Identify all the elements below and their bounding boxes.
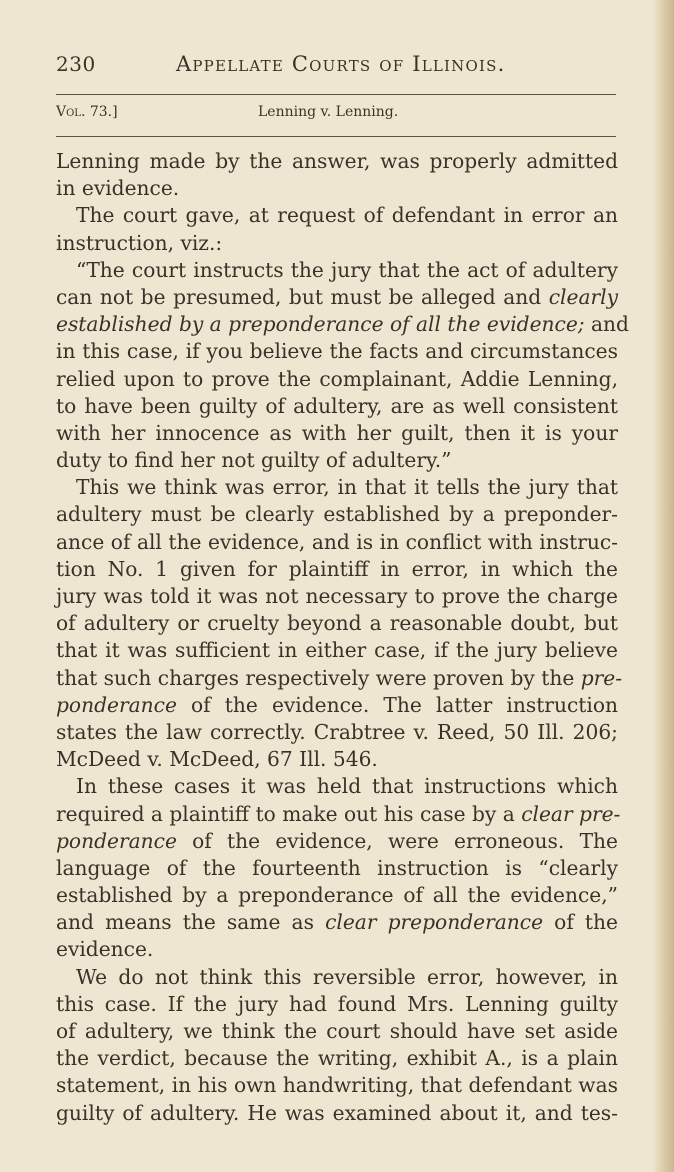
- text-line: [56, 882, 618, 909]
- text-segment: instruction, viz.:: [56, 230, 223, 255]
- text-line: [56, 909, 618, 936]
- text-line: [56, 393, 618, 420]
- text-segment: jury was told it was not necessary to prove the charge: [56, 584, 618, 608]
- text-segment: relied upon to prove the complainant, Addie Lenning,: [56, 366, 618, 391]
- text-line: [56, 529, 618, 556]
- italic-segment: ponderance: [56, 692, 177, 717]
- running-title: Appellate Courts of Illinois.: [176, 52, 506, 76]
- text-segment: to have been guilty of adultery, are as well consistent: [56, 393, 618, 418]
- text-line: [56, 746, 618, 773]
- text-line: [56, 175, 618, 202]
- header-rule-top: [56, 94, 616, 95]
- text-segment: of the evidence, were erroneous. The: [176, 828, 618, 853]
- text-segment: The court gave, at request of defendant in error an: [76, 203, 618, 228]
- text-segment: McDeed v. McDeed, 67 Ill. 546.: [56, 747, 378, 772]
- text-line: [56, 1100, 618, 1127]
- italic-segment: clear preponderance: [325, 910, 544, 935]
- text-segment: duty to find her not guilty of adultery.”: [56, 448, 452, 473]
- text-segment: We do not think this reversible error, however, in: [76, 964, 618, 989]
- text-segment: in evidence.: [56, 176, 180, 201]
- text-segment: adultery must be clearly established by a preponder-: [56, 502, 618, 527]
- text-line: [56, 773, 618, 800]
- text-line: [56, 474, 618, 501]
- text-line: [56, 692, 618, 719]
- text-segment: of adultery, we think the court should have set aside: [56, 1019, 618, 1043]
- text-line: [56, 801, 621, 828]
- text-segment: of the: [543, 910, 618, 935]
- text-line: [56, 855, 618, 882]
- page-edge-shadow: [652, 0, 674, 1172]
- text-line: [56, 366, 618, 393]
- text-segment: ance of all the evidence, and is in conflict with instruc-: [56, 529, 618, 554]
- text-segment: states the law correctly. Crabtree v. Reed, 50 Ill. 206;: [56, 719, 618, 744]
- text-line: [56, 284, 618, 311]
- text-line: [56, 964, 618, 991]
- case-title: Lenning v. Lenning.: [258, 104, 399, 120]
- text-segment: evidence.: [56, 937, 154, 962]
- text-segment: guilty of adultery. He was examined about it, and tes-: [56, 1100, 618, 1125]
- italic-segment: clear pre-: [521, 801, 621, 826]
- header-rule-bottom: [56, 136, 616, 137]
- text-line: [56, 447, 618, 474]
- italic-segment: clearly: [548, 284, 618, 309]
- text-segment: required a plaintiff to make out his case by a: [56, 801, 522, 826]
- italic-segment: established by a preponderance of all the evidence;: [56, 312, 585, 337]
- text-line: [56, 936, 618, 963]
- volume-label: Vol. 73.]: [56, 104, 118, 120]
- text-segment: the verdict, because the writing, exhibit A., is a plain: [56, 1046, 618, 1071]
- text-line: [56, 202, 618, 229]
- text-line: [56, 1018, 618, 1045]
- text-segment: that it was sufficient in either case, if the jury believe: [56, 638, 618, 663]
- text-line: [56, 665, 623, 692]
- text-segment: statement, in his own handwriting, that defendant was: [56, 1073, 618, 1098]
- text-line: [56, 257, 618, 284]
- text-segment: this case. If the jury had found Mrs. Lenning guilty: [56, 991, 618, 1016]
- text-line: [56, 311, 629, 338]
- text-line: [56, 991, 618, 1018]
- text-line: [56, 610, 618, 637]
- text-line: [56, 583, 618, 610]
- italic-segment: pre-: [580, 665, 623, 690]
- text-line: [56, 1072, 618, 1099]
- body-text: [56, 148, 629, 1127]
- text-line: [56, 501, 618, 528]
- text-line: [56, 828, 618, 855]
- text-segment: in this case, if you believe the facts and circumstances: [56, 339, 618, 364]
- text-segment: “The court instructs the jury that the act of adultery: [76, 257, 618, 282]
- text-segment: can not be presumed, but must be alleged and: [56, 284, 549, 309]
- text-segment: with her innocence as with her guilt, then it is your: [56, 420, 618, 445]
- text-line: [56, 556, 618, 583]
- italic-segment: ponderance: [56, 828, 177, 853]
- page-number: 230: [56, 52, 96, 76]
- text-segment: and: [584, 312, 629, 337]
- text-segment: that such charges respectively were proven by the: [56, 665, 581, 690]
- text-line: [56, 230, 618, 257]
- text-segment: established by a preponderance of all the evidence,”: [56, 883, 618, 908]
- text-segment: and means the same as: [56, 910, 326, 935]
- text-line: [56, 637, 618, 664]
- text-segment: In these cases it was held that instructions which: [76, 774, 618, 799]
- text-segment: language of the fourteenth instruction is “clearly: [56, 855, 618, 880]
- text-line: [56, 1045, 618, 1072]
- text-segment: of the evidence. The latter instruction: [176, 692, 618, 717]
- text-segment: This we think was error, in that it tells the jury that: [76, 475, 618, 500]
- text-line: [56, 719, 618, 746]
- text-line: [56, 420, 618, 447]
- text-line: [56, 338, 618, 365]
- text-line: [56, 148, 618, 175]
- text-segment: of adultery or cruelty beyond a reasonable doubt, but: [56, 611, 618, 636]
- text-segment: tion No. 1 given for plaintiff in error, in which the: [56, 556, 618, 581]
- text-segment: Lenning made by the answer, was properly admitted: [56, 149, 618, 173]
